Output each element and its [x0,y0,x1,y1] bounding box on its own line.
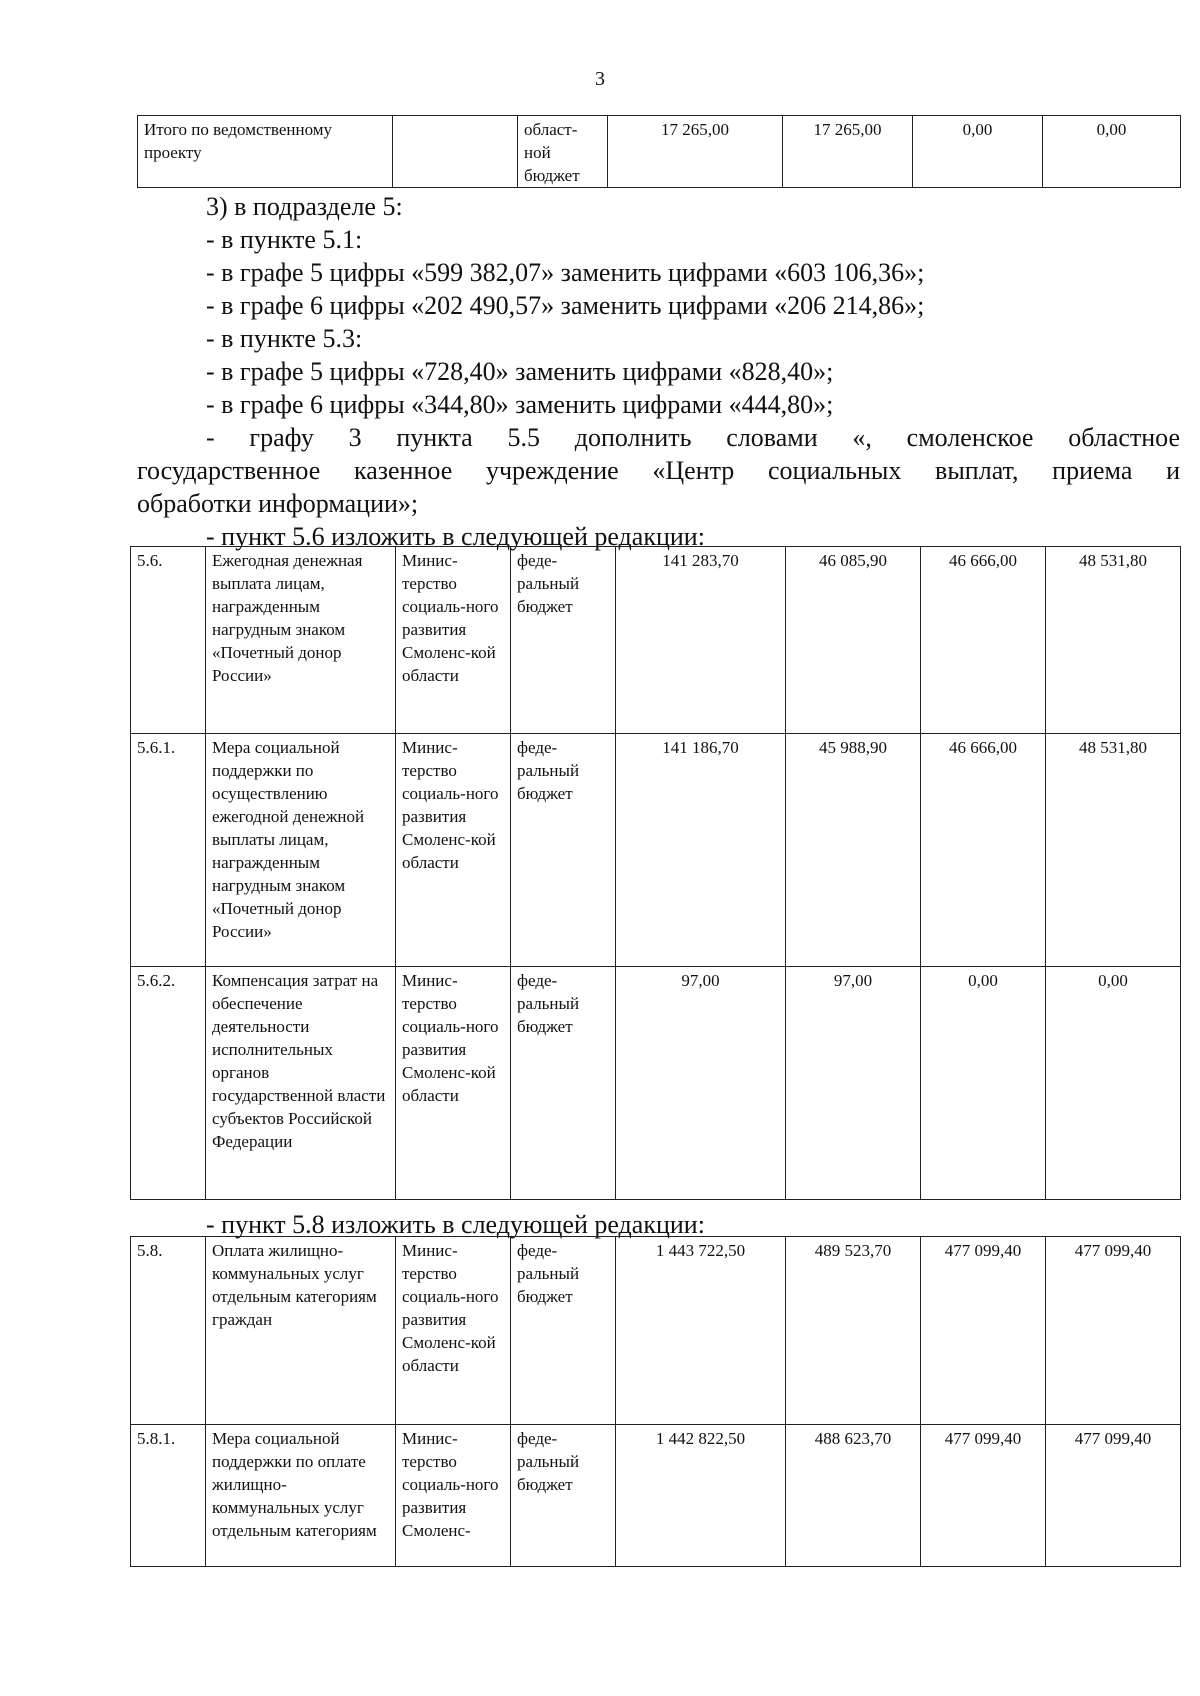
table-row [131,967,1181,1200]
summary-value-4: 0,00 [1043,116,1181,188]
table-row [131,1237,1181,1425]
text-line: - в графе 6 цифры «344,80» заменить цифрами «444,80»; [206,390,834,419]
row-value-2: 489 523,70 [786,1237,921,1425]
row-value-1: 97,00 [616,967,786,1200]
row-value-4: 477 099,40 [1046,1237,1181,1425]
row-source: феде-ральный бюджет [511,547,616,734]
summary-value-1: 17 265,00 [608,116,783,188]
row-org: Минис-терство социаль-ного развития Смоленс-кой области [396,734,511,967]
row-value-2: 46 085,90 [786,547,921,734]
text-line: - графу 3 пункта 5.5 дополнить словами «, смоленское областное [206,423,1180,452]
row-org: Минис-терство социаль-ного развития Смоленс- [396,1425,511,1567]
summary-source: област-ной бюджет [518,116,608,188]
row-value-3: 46 666,00 [921,734,1046,967]
row-name: Компенсация затрат на обеспечение деятельности исполнительных органов государственной власти субъектов Российской Федерации [206,967,396,1200]
row-value-4: 48 531,80 [1046,547,1181,734]
row-name: Мера социальной поддержки по оплате жилищно-коммунальных услуг отдельным категориям [206,1425,396,1567]
summary-value-2: 17 265,00 [783,116,913,188]
summary-table [137,115,1181,188]
row-index: 5.8.1. [131,1425,206,1567]
row-org: Минис-терство социаль-ного развития Смоленс-кой области [396,547,511,734]
row-name: Мера социальной поддержки по осуществлению ежегодной денежной выплаты лицам, награжденным нагрудным знаком «Почетный донор России» [206,734,396,967]
summary-empty-cell [393,116,518,188]
page-number: 3 [595,68,605,90]
row-value-2: 488 623,70 [786,1425,921,1567]
text-line: 3) в подразделе 5: [206,192,403,221]
summary-label: Итого по ведомственному проекту [138,116,393,188]
row-org: Минис-терство социаль-ного развития Смоленс-кой области [396,967,511,1200]
table-row [131,734,1181,967]
row-source: феде-ральный бюджет [511,1425,616,1567]
row-value-1: 1 443 722,50 [616,1237,786,1425]
row-org: Минис-терство социаль-ного развития Смоленс-кой области [396,1237,511,1425]
row-value-3: 477 099,40 [921,1425,1046,1567]
text-line: - пункт 5.8 изложить в следующей редакции: [206,1210,705,1239]
row-index: 5.8. [131,1237,206,1425]
row-value-1: 1 442 822,50 [616,1425,786,1567]
row-index: 5.6.2. [131,967,206,1200]
row-name: Оплата жилищно-коммунальных услуг отдельным категориям граждан [206,1237,396,1425]
row-value-3: 0,00 [921,967,1046,1200]
table-5-6 [130,546,1181,1200]
table-row [131,547,1181,734]
text-line: - в пункте 5.3: [206,324,363,353]
row-value-3: 477 099,40 [921,1237,1046,1425]
row-name: Ежегодная денежная выплата лицам, награжденным нагрудным знаком «Почетный донор России» [206,547,396,734]
row-index: 5.6.1. [131,734,206,967]
text-line: - в графе 6 цифры «202 490,57» заменить цифрами «206 214,86»; [206,291,925,320]
row-value-3: 46 666,00 [921,547,1046,734]
row-value-4: 477 099,40 [1046,1425,1181,1567]
text-line: - в графе 5 цифры «728,40» заменить цифрами «828,40»; [206,357,834,386]
text-line: - пункт 5.6 изложить в следующей редакции: [206,522,705,551]
row-index: 5.6. [131,547,206,734]
table-5-8 [130,1236,1181,1567]
row-value-4: 48 531,80 [1046,734,1181,967]
text-line: - в графе 5 цифры «599 382,07» заменить цифрами «603 106,36»; [206,258,925,287]
table-row [138,116,1181,188]
summary-value-3: 0,00 [913,116,1043,188]
row-value-2: 97,00 [786,967,921,1200]
text-line: обработки информации»; [137,489,419,518]
row-value-2: 45 988,90 [786,734,921,967]
row-source: феде-ральный бюджет [511,734,616,967]
row-value-1: 141 283,70 [616,547,786,734]
row-source: феде-ральный бюджет [511,1237,616,1425]
row-value-4: 0,00 [1046,967,1181,1200]
row-source: феде-ральный бюджет [511,967,616,1200]
table-row [131,1425,1181,1567]
row-value-1: 141 186,70 [616,734,786,967]
text-line: - в пункте 5.1: [206,225,363,254]
text-line: государственное казенное учреждение «Центр социальных выплат, приема и [137,456,1180,485]
